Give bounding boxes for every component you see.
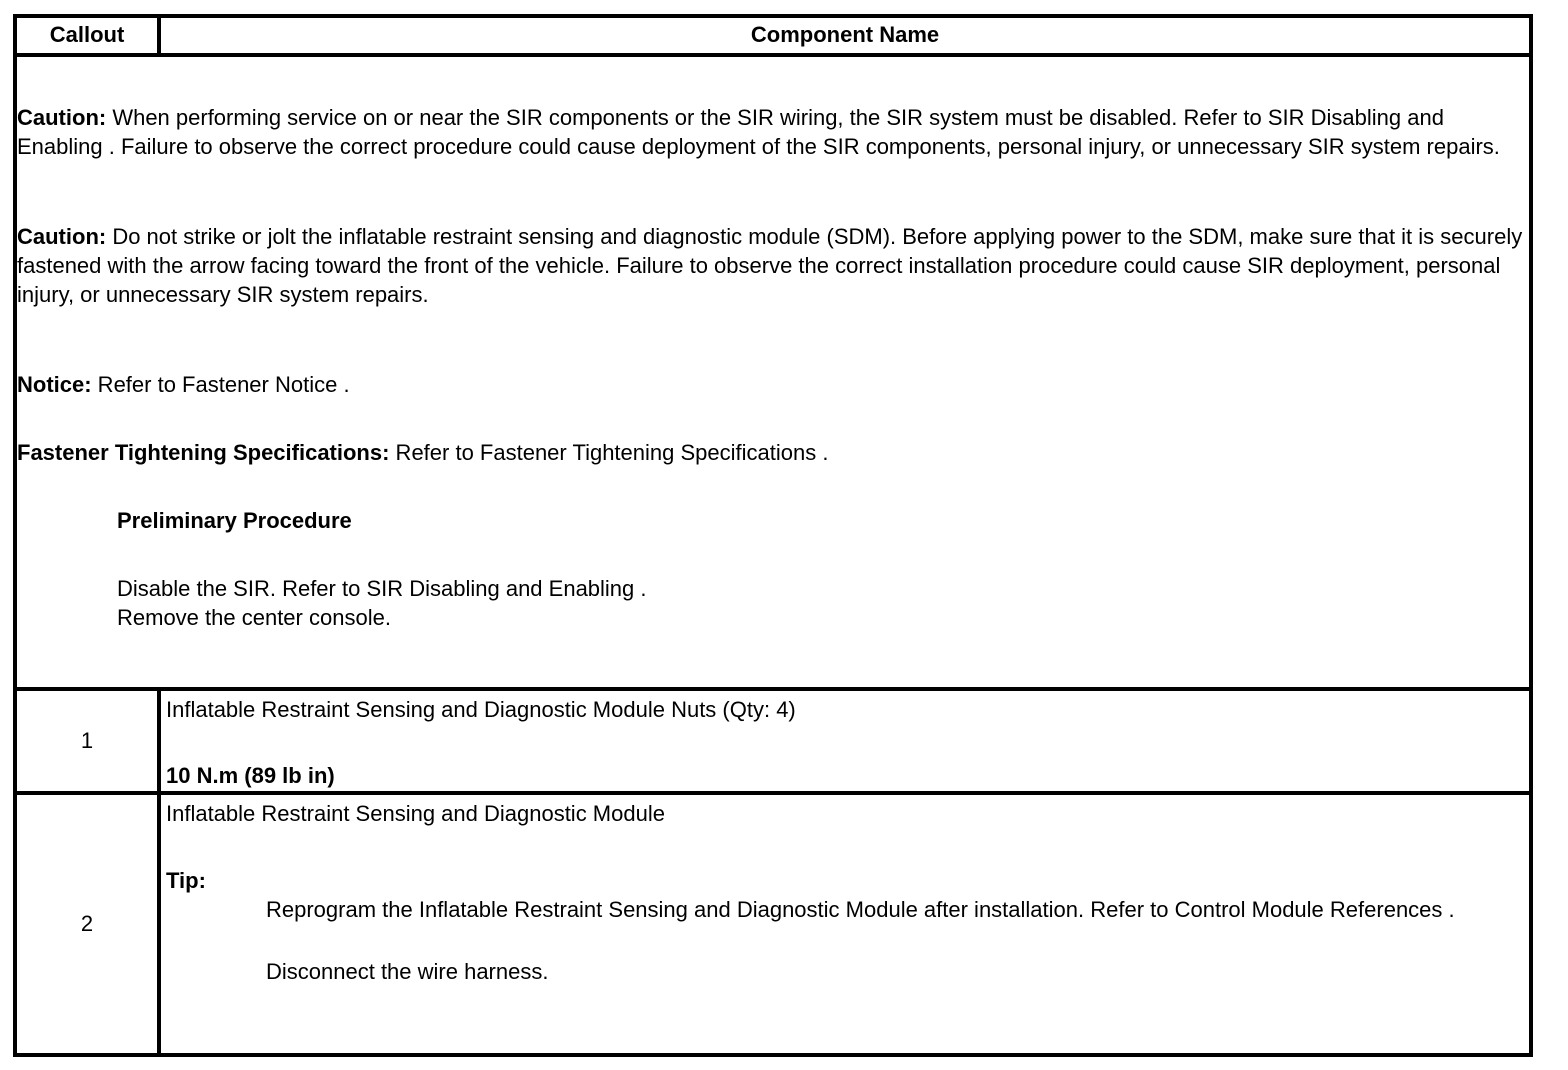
component-table — [13, 14, 1533, 1057]
tip-item: Reprogram the Inflatable Restraint Sensing and Diagnostic Module after installation. Refer to Control Module References . — [266, 897, 1455, 923]
fastener-specs — [17, 438, 1529, 467]
notice — [17, 370, 1529, 399]
tip-label: Tip: — [166, 868, 206, 894]
spacer — [166, 724, 1529, 761]
header-row — [15, 16, 1531, 55]
preliminary-step: Disable the SIR. Refer to SIR Disabling and Enabling . — [117, 575, 647, 601]
callout-header: Callout — [15, 16, 159, 55]
spacer — [17, 161, 1529, 222]
fastener-specs-label: Fastener Tightening Specifications: — [17, 439, 390, 465]
spacer — [166, 924, 1529, 957]
document-page — [13, 14, 1529, 1057]
component-name: Inflatable Restraint Sensing and Diagnostic Module Nuts (Qty: 4) — [166, 697, 796, 723]
callout-number: 1 — [15, 689, 159, 793]
component-name-header: Component Name — [159, 16, 1531, 55]
caution-2-text: Do not strike or jolt the inflatable restraint sensing and diagnostic module (SDM). Before applying power to the SDM, make sure that it is securely fastened with the arrow facing toward the front of the vehicle. Failure to observe the correct installation procedure could cause SIR deployment, personal injury, or unnecessary SIR system repairs. — [17, 223, 1523, 307]
component-cell — [159, 793, 1531, 1055]
component-cell — [159, 689, 1531, 793]
intro-row — [15, 55, 1531, 690]
notice-label: Notice: — [17, 371, 92, 397]
spacer — [17, 309, 1529, 370]
spacer — [17, 467, 1529, 506]
spacer — [17, 535, 1529, 574]
caution-1 — [17, 103, 1529, 161]
notice-text: Refer to Fastener Notice . — [91, 371, 350, 397]
table-row — [15, 793, 1531, 1055]
intro-cell — [15, 55, 1531, 690]
fastener-specs-text: Refer to Fastener Tightening Specifications . — [389, 439, 829, 465]
caution-1-label: Caution: — [17, 104, 107, 130]
callout-number: 2 — [15, 793, 159, 1055]
spacer — [17, 399, 1529, 438]
caution-1-text: When performing service on or near the SIR components or the SIR wiring, the SIR system must be disabled. Refer to SIR Disabling and Enabling . Failure to observe the correct procedure could cause deployment of the SIR components, personal injury, or unnecessary SIR system repairs. — [17, 104, 1500, 159]
caution-2 — [17, 222, 1529, 309]
preliminary-procedure-heading: Preliminary Procedure — [117, 507, 352, 533]
torque-spec: 10 N.m (89 lb in) — [166, 763, 335, 789]
spacer — [166, 828, 1529, 866]
spacer — [17, 57, 1529, 103]
preliminary-step: Remove the center console. — [117, 604, 391, 630]
table-row — [15, 689, 1531, 793]
component-name: Inflatable Restraint Sensing and Diagnostic Module — [166, 801, 665, 827]
tip-item: Disconnect the wire harness. — [266, 959, 549, 985]
caution-2-label: Caution: — [17, 223, 107, 249]
